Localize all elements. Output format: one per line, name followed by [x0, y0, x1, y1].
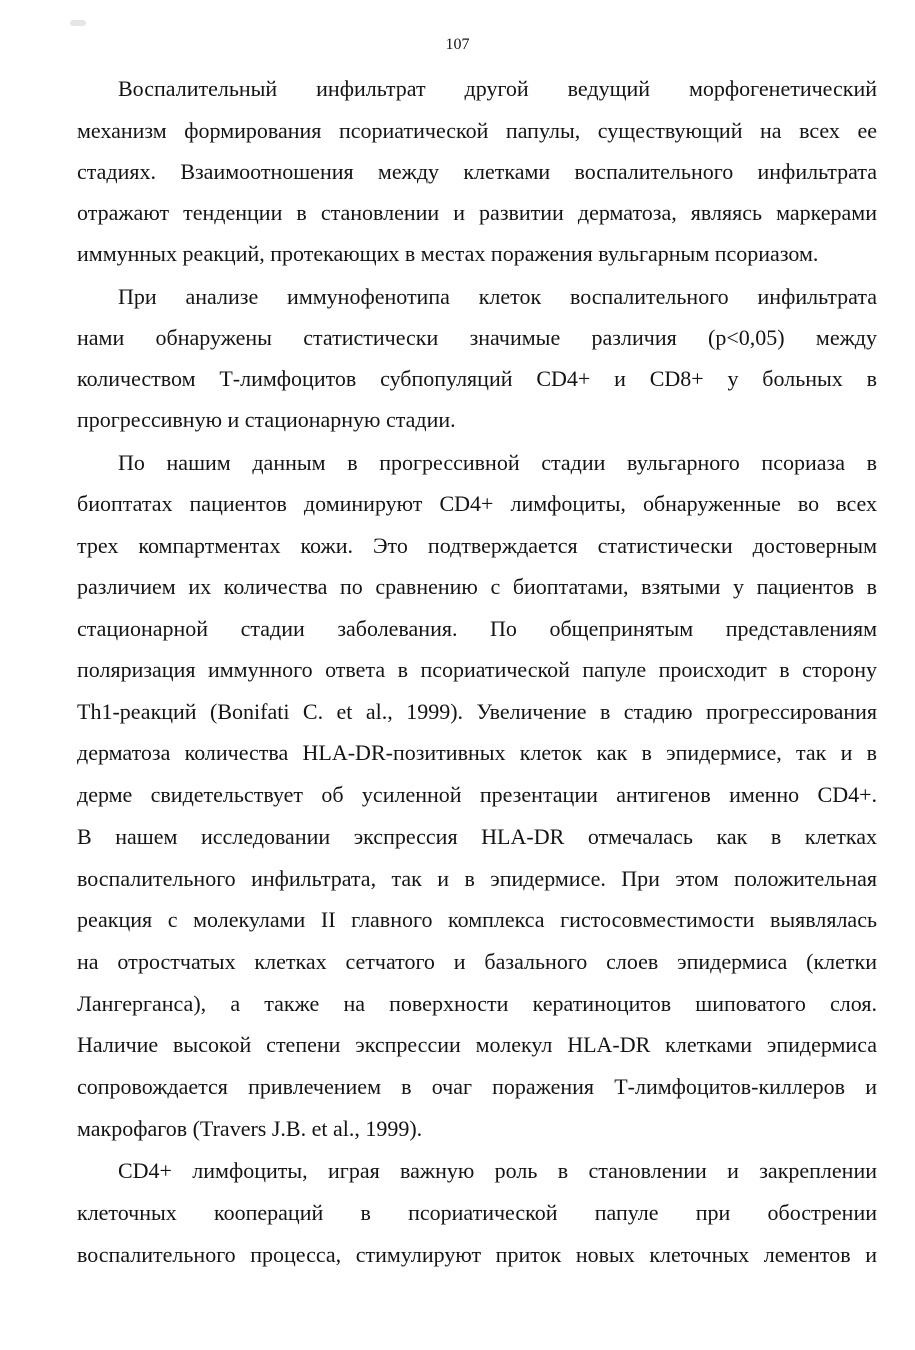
- text-line: сопровождается привлечением в очаг поражения Т-лимфоцитов-киллеров и: [77, 1074, 877, 1099]
- text-line: Воспалительный инфильтрат другой ведущий морфогенетический: [118, 76, 877, 101]
- text-line: воспалительного инфильтрата, так и в эпидермисе. При этом положительная: [77, 866, 877, 891]
- text-line: воспалительного процесса, стимулируют приток новых клеточных лементов и: [77, 1242, 877, 1267]
- text-line: отражают тенденции в становлении и развитии дерматоза, являясь маркерами: [77, 200, 877, 225]
- text-line: стационарной стадии заболевания. По общепринятым представлениям: [77, 616, 877, 641]
- text-line: В нашем исследовании экспрессия HLA-DR отмечалась как в клетках: [77, 824, 877, 849]
- text-line: стадиях. Взаимоотношения между клетками воспалительного инфильтрата: [77, 159, 877, 184]
- page-number: 107: [445, 36, 470, 53]
- scan-artifact: [70, 20, 86, 26]
- text-line: биоптатах пациентов доминируют CD4+ лимфоциты, обнаруженные во всех: [77, 491, 877, 516]
- text-line: По нашим данным в прогрессивной стадии вульгарного псориаза в: [118, 450, 877, 475]
- text-line: количеством Т-лимфоцитов субпопуляций CD4+ и CD8+ у больных в: [77, 366, 877, 391]
- text-line: дерматоза количества HLA-DR-позитивных клеток как в эпидермисе, так и в: [77, 740, 877, 765]
- text-line: на отростчатых клетках сетчатого и базального слоев эпидермиса (клетки: [77, 949, 877, 974]
- text-line: макрофагов (Travers J.B. et al., 1999).: [77, 1116, 423, 1141]
- text-line: поляризация иммунного ответа в псориатической папуле происходит в сторону: [77, 657, 877, 682]
- text-line: При анализе иммунофенотипа клеток воспалительного инфильтрата: [118, 284, 877, 309]
- text-line: клеточных коопераций в псориатической папуле при обострении: [77, 1200, 877, 1225]
- text-line: реакция с молекулами II главного комплекса гистосовместимости выявлялась: [77, 907, 877, 932]
- text-line: дерме свидетельствует об усиленной презентации антигенов именно CD4+.: [77, 782, 877, 807]
- text-line: Наличие высокой степени экспрессии молекул HLA-DR клетками эпидермиса: [77, 1032, 877, 1057]
- text-line: трех компартментах кожи. Это подтверждается статистически достоверным: [77, 533, 877, 558]
- text-line: иммунных реакций, протекающих в местах поражения вульгарным псориазом.: [77, 241, 819, 266]
- text-line: механизм формирования псориатической папулы, существующий на всех ее: [77, 118, 877, 143]
- text-line: различием их количества по сравнению с биоптатами, взятыми у пациентов в: [77, 574, 877, 599]
- text-line: прогрессивную и стационарную стадии.: [77, 407, 456, 432]
- text-line: Th1-реакций (Bonifati С. et al., 1999). Увеличение в стадию прогрессирования: [77, 699, 877, 724]
- text-line: CD4+ лимфоциты, играя важную роль в становлении и закреплении: [118, 1158, 877, 1183]
- text-line: нами обнаружены статистически значимые различия (р<0,05) между: [77, 325, 877, 350]
- text-line: Лангерганса), а также на поверхности кератиноцитов шиповатого слоя.: [77, 991, 877, 1016]
